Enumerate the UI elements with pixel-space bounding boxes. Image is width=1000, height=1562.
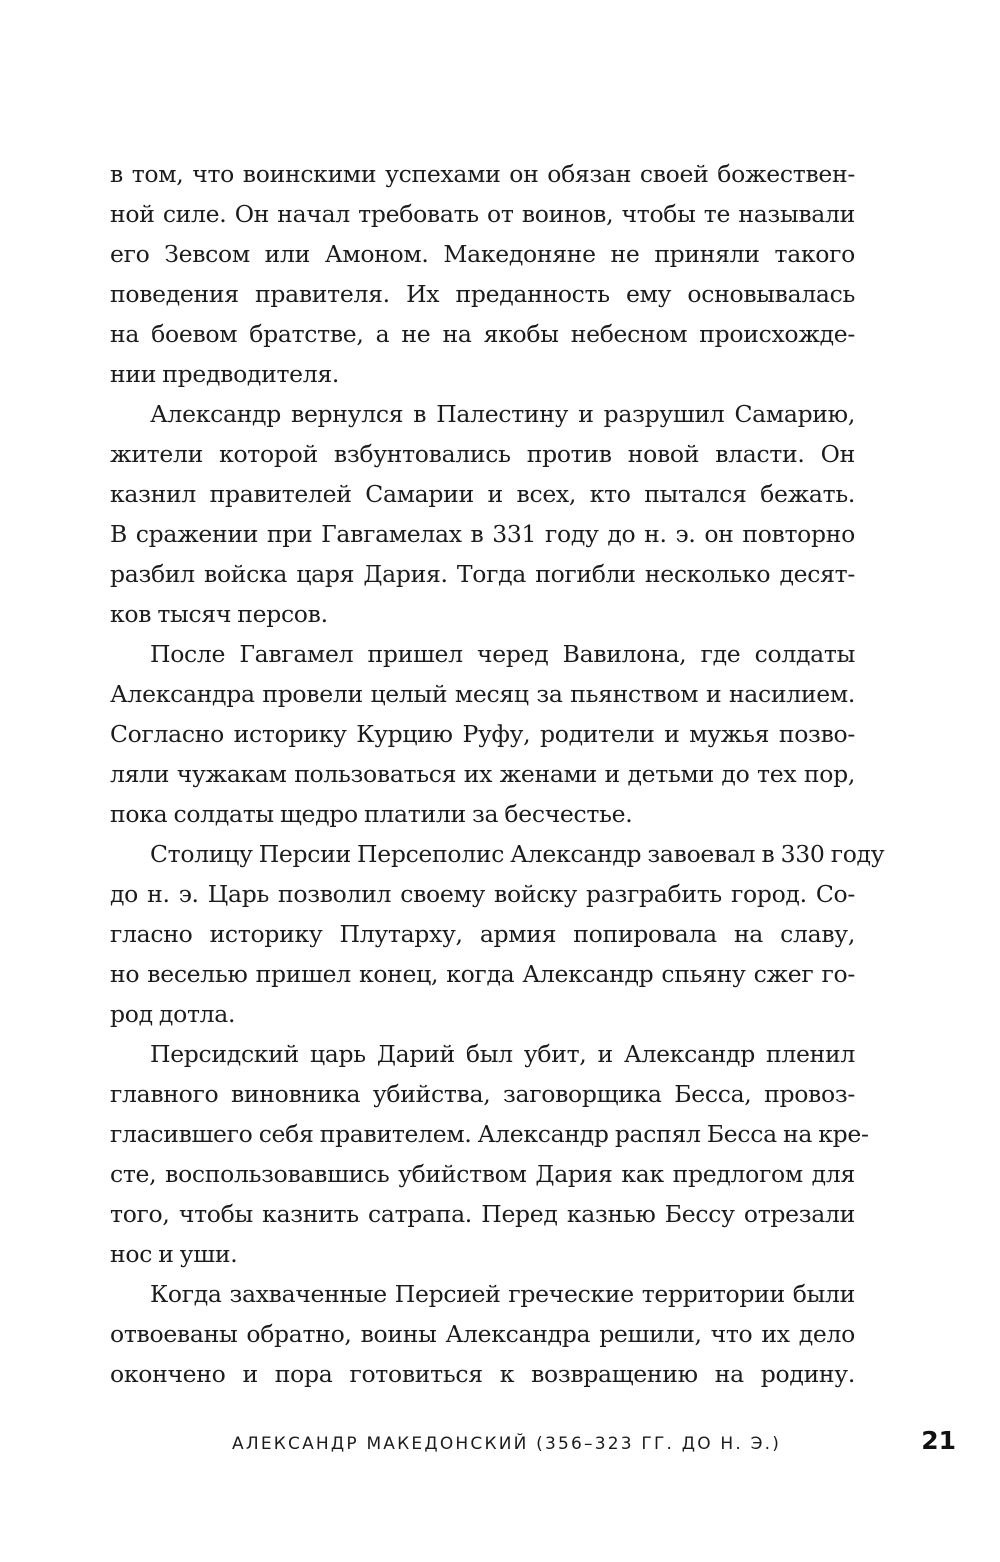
text-line: отвоеваны обратно, воины Александра решили, что их дело [110,1320,855,1348]
text-line: жители которой взбунтовались против новой власти. Он [110,440,855,468]
text-line: ной силе. Он начал требовать от воинов, чтобы те называли [110,200,855,228]
page-number: 21 [921,1426,956,1455]
text-line: казнил правителей Самарии и всех, кто пытался бежать. [110,480,855,508]
text-line: разбил войска царя Дария. Тогда погибли несколько десят- [110,560,855,588]
text-line: Когда захваченные Персией греческие территории были [150,1280,855,1308]
text-line: того, чтобы казнить сатрапа. Перед казнью Бессу отрезали [110,1200,855,1228]
text-line: ков тысяч персов. [110,600,328,628]
text-line: сте, воспользовавшись убийством Дария как предлогом для [110,1160,855,1188]
text-line: гласно историку Плутарху, армия попировала на славу, [110,920,855,948]
text-line: Согласно историку Курцию Руфу, родители и мужья позво- [110,720,855,748]
text-line: поведения правителя. Их преданность ему основывалась [110,280,855,308]
text-line: Александр вернулся в Палестину и разрушил Самарию, [150,400,855,428]
text-line: Александра провели целый месяц за пьянством и насилием. [110,680,855,708]
text-line: главного виновника убийства, заговорщика Бесса, провоз- [110,1080,855,1108]
text-line: Столицу Персии Персеполис Александр завоевал в 330 году [150,840,885,868]
text-line: род дотла. [110,1000,236,1028]
running-footer: АЛЕКСАНДР МАКЕДОНСКИЙ (356–323 ГГ. ДО Н. Э.) [232,1434,782,1454]
text-line: нии предводителя. [110,360,340,388]
text-line: пока солдаты щедро платили за бесчестье. [110,800,633,828]
body-text [110,154,885,1394]
text-line: его Зевсом или Амоном. Македоняне не приняли такого [110,240,855,268]
text-line: Персидский царь Дарий был убит, и Александр пленил [150,1040,855,1068]
text-line: но веселью пришел конец, когда Александр спьяну сжег го- [110,960,855,988]
text-line: гласившего себя правителем. Александр распял Бесса на кре- [110,1120,869,1148]
text-line: окончено и пора готовиться к возвращению на родину. [110,1360,855,1388]
text-line: до н. э. Царь позволил своему войску разграбить город. Со- [110,880,855,908]
text-line: После Гавгамел пришел черед Вавилона, где солдаты [150,640,855,668]
text-line: в том, что воинскими успехами он обязан своей божествен- [110,160,855,188]
text-line: В сражении при Гавгамелах в 331 году до н. э. он повторно [110,520,855,548]
text-line: на боевом братстве, а не на якобы небесном происхожде- [110,320,855,348]
text-line: нос и уши. [110,1240,238,1268]
text-line: ляли чужакам пользоваться их женами и детьми до тех пор, [110,760,855,788]
